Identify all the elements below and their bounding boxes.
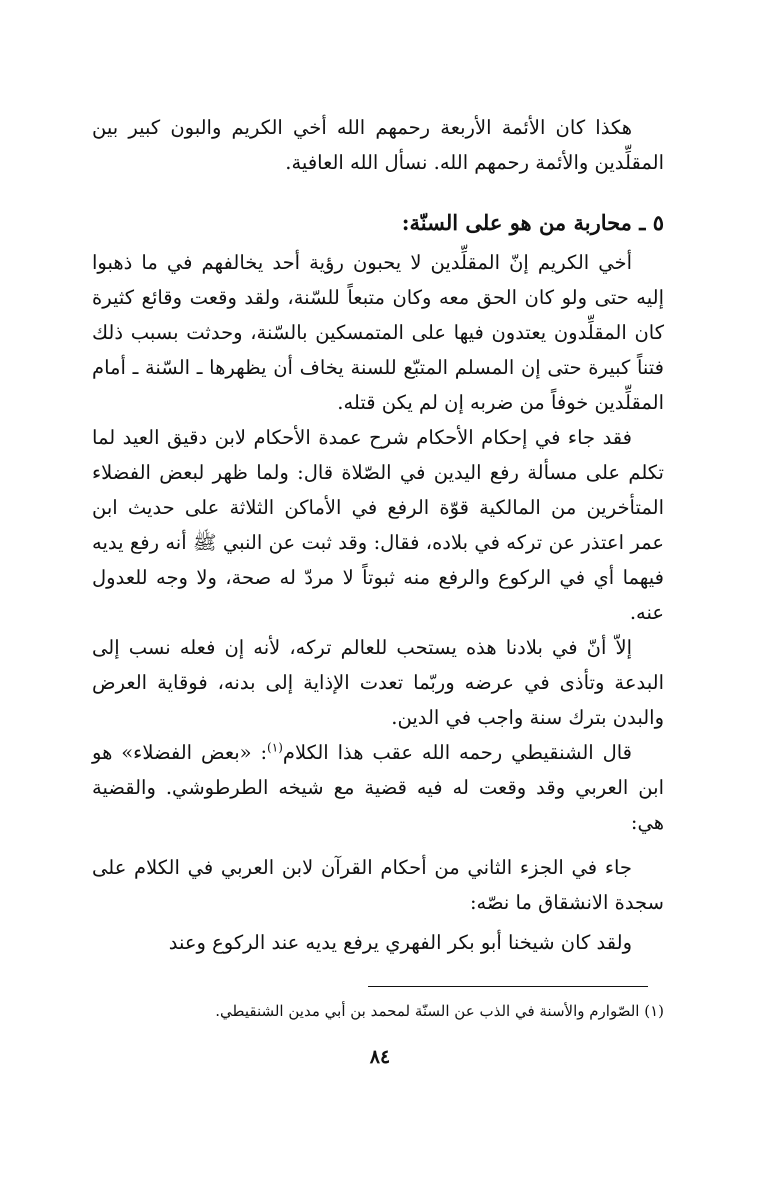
paragraph-2: فقد جاء في إحكام الأحكام شرح عمدة الأحكام لابن دقيق العيد لما تكلم على مسألة رفع اليدين في الصّلاة قال: ولما ظهر لبعض الفضلاء المتأخرين من المالكية قوّة الرفع في الأماكن الثلاثة على حديث ابن عمر اعتذر عن تركه في بلاده، فقال: وقد ثبت عن النبي ﷺ أنه رفع يديه فيهما أي في الركوع والرفع منه ثبوتاً لا مردّ له صحة، ولا وجه للعدول عنه. <box>92 426 664 624</box>
paragraph-4 <box>92 735 664 840</box>
section-heading: ٥ ـ محاربة من هو على السنّة: <box>401 210 664 235</box>
paragraph-5: جاء في الجزء الثاني من أحكام القرآن لابن العربي في الكلام على سجدة الانشقاق ما نصّه: <box>92 856 664 914</box>
paragraph-6: ولقد كان شيخنا أبو بكر الفهري يرفع يديه عند الركوع وعند <box>168 931 632 954</box>
paragraph-4-text-end: : «بعض الفضلاء» هو ابن العربي وقد وقعت له فيه قضية مع شيخه الطرطوشي. والقضية هي: <box>92 741 664 834</box>
paragraph-4-text-start: قال الشنقيطي رحمه الله عقب هذا الكلام <box>282 741 633 764</box>
footnote-text: (١) الصّوارم والأسنة في الذب عن السنّة لمحمد بن أبي مدين الشنقيطي. <box>215 1002 664 1020</box>
paragraph-1: أخي الكريم إنّ المقلِّدين لا يحبون رؤية أحد يخالفهم في ما ذهبوا إليه حتى ولو كان الحق معه وكان متبعاً للسّنة، ولقد وقعت وقائع كثيرة كان المقلِّدون يعتدون فيها على المتمسكين بالسّنة، وحدثت بسبب ذلك فتناً كبيرة حتى إن المسلم المتبّع للسنة يخاف أن يظهرها ـ السّنة ـ أمام المقلِّدين خوفاً من ضربه إن لم يكن قتله. <box>92 251 664 414</box>
page-number: ٨٤ <box>369 1046 391 1068</box>
footnote-marker: (١) <box>267 740 283 755</box>
intro-paragraph: هكذا كان الأئمة الأربعة رحمهم الله أخي الكريم والبون كبير بين المقلِّدين والأئمة رحمهم الله. نسأل الله العافية. <box>92 116 664 174</box>
footnote-divider <box>368 986 648 987</box>
paragraph-3: إلاّ أنّ في بلادنا هذه يستحب للعالم تركه، لأنه إن فعله نسب إلى البدعة وتأذى في عرضه وربّما تعدت الإذاية إلى بدنه، فوقاية العرض والبدن بترك سنة واجب في الدين. <box>92 636 664 729</box>
